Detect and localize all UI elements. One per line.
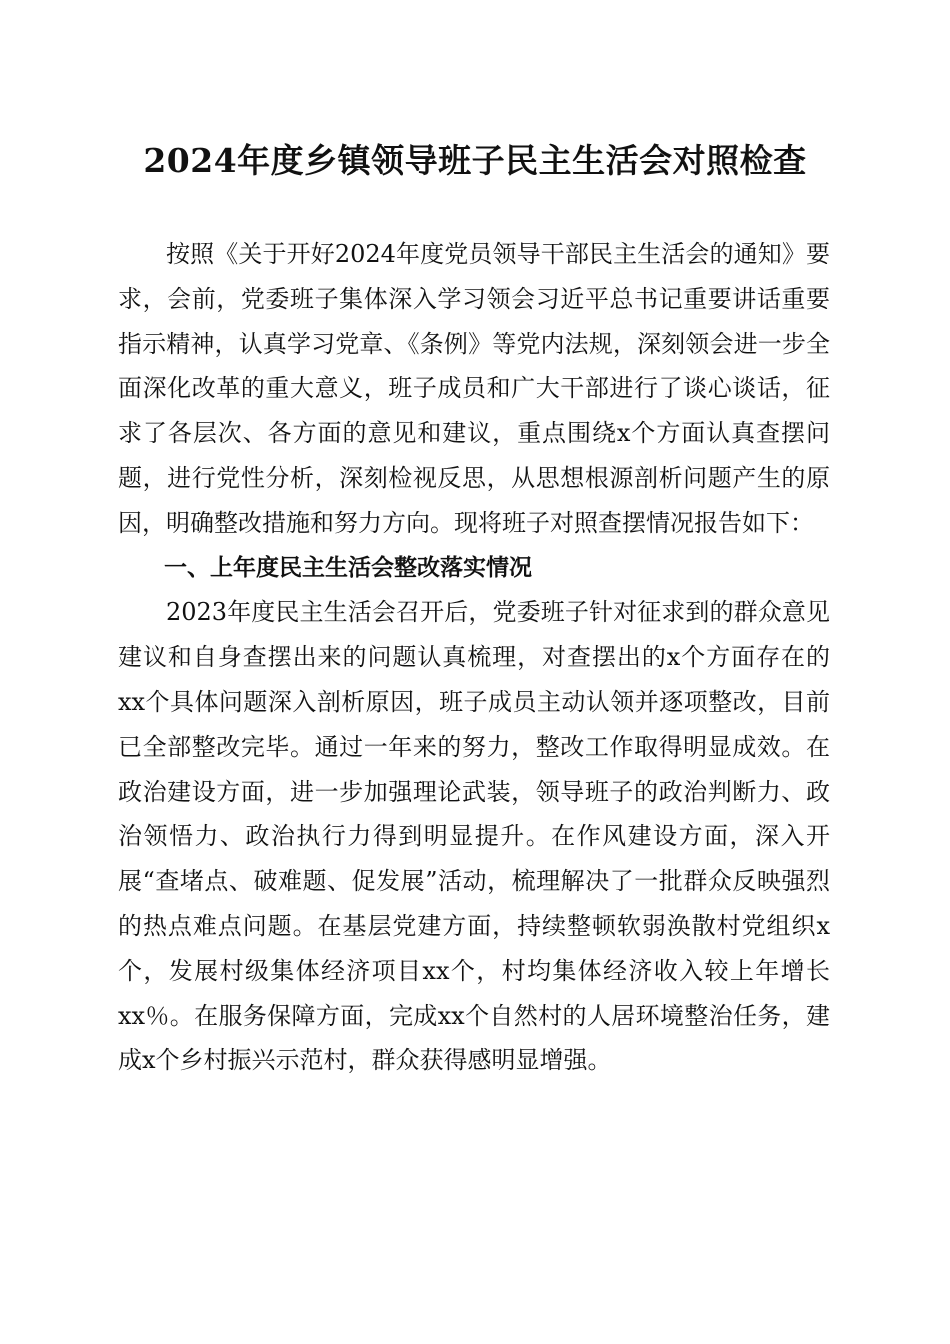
document-title: 2024年度乡镇领导班子民主生活会对照检查	[143, 141, 807, 180]
section-1-paragraph: 2023年度民主生活会召开后，党委班子针对征求到的群众意见建议和自身查摆出来的问题认真梳理，对查摆出的x个方面存在的xx个具体问题深入剖析原因，班子成员主动认领并逐项整改，目前已全部整改完毕。通过一年来的努力，整改工作取得明显成效。在政治建设方面，进一步加强理论武装，领导班子的政治判断力、政治领悟力、政治执行力得到明显提升。在作风建设方面，深入开展“查堵点、破难题、促发展”活动，梳理解决了一批群众反映强烈的热点难点问题。在基层党建方面，持续整顿软弱涣散村党组织x个，发展村级集体经济项目xx个，村均集体经济收入较上年增长xx％。在服务保障方面，完成xx个自然村的人居环境整治任务，建成x个乡村振兴示范村，群众获得感明显增强。	[118, 598, 830, 1075]
document-body	[118, 232, 830, 1083]
intro-paragraph: 按照《关于开好2024年度党员领导干部民主生活会的通知》要求，会前，党委班子集体深入学习领会习近平总书记重要讲话重要指示精神，认真学习党章、《条例》等党内法规，深刻领会进一步全面深化改革的重大意义，班子成员和广大干部进行了谈心谈话，征求了各层次、各方面的意见和建议，重点围绕x个方面认真查摆问题，进行党性分析，深刻检视反思，从思想根源剖析问题产生的原因，明确整改措施和努力方向。现将班子对照查摆情况报告如下：	[118, 240, 830, 537]
section-1-heading: 一、上年度民主生活会整改落实情况	[164, 554, 532, 581]
